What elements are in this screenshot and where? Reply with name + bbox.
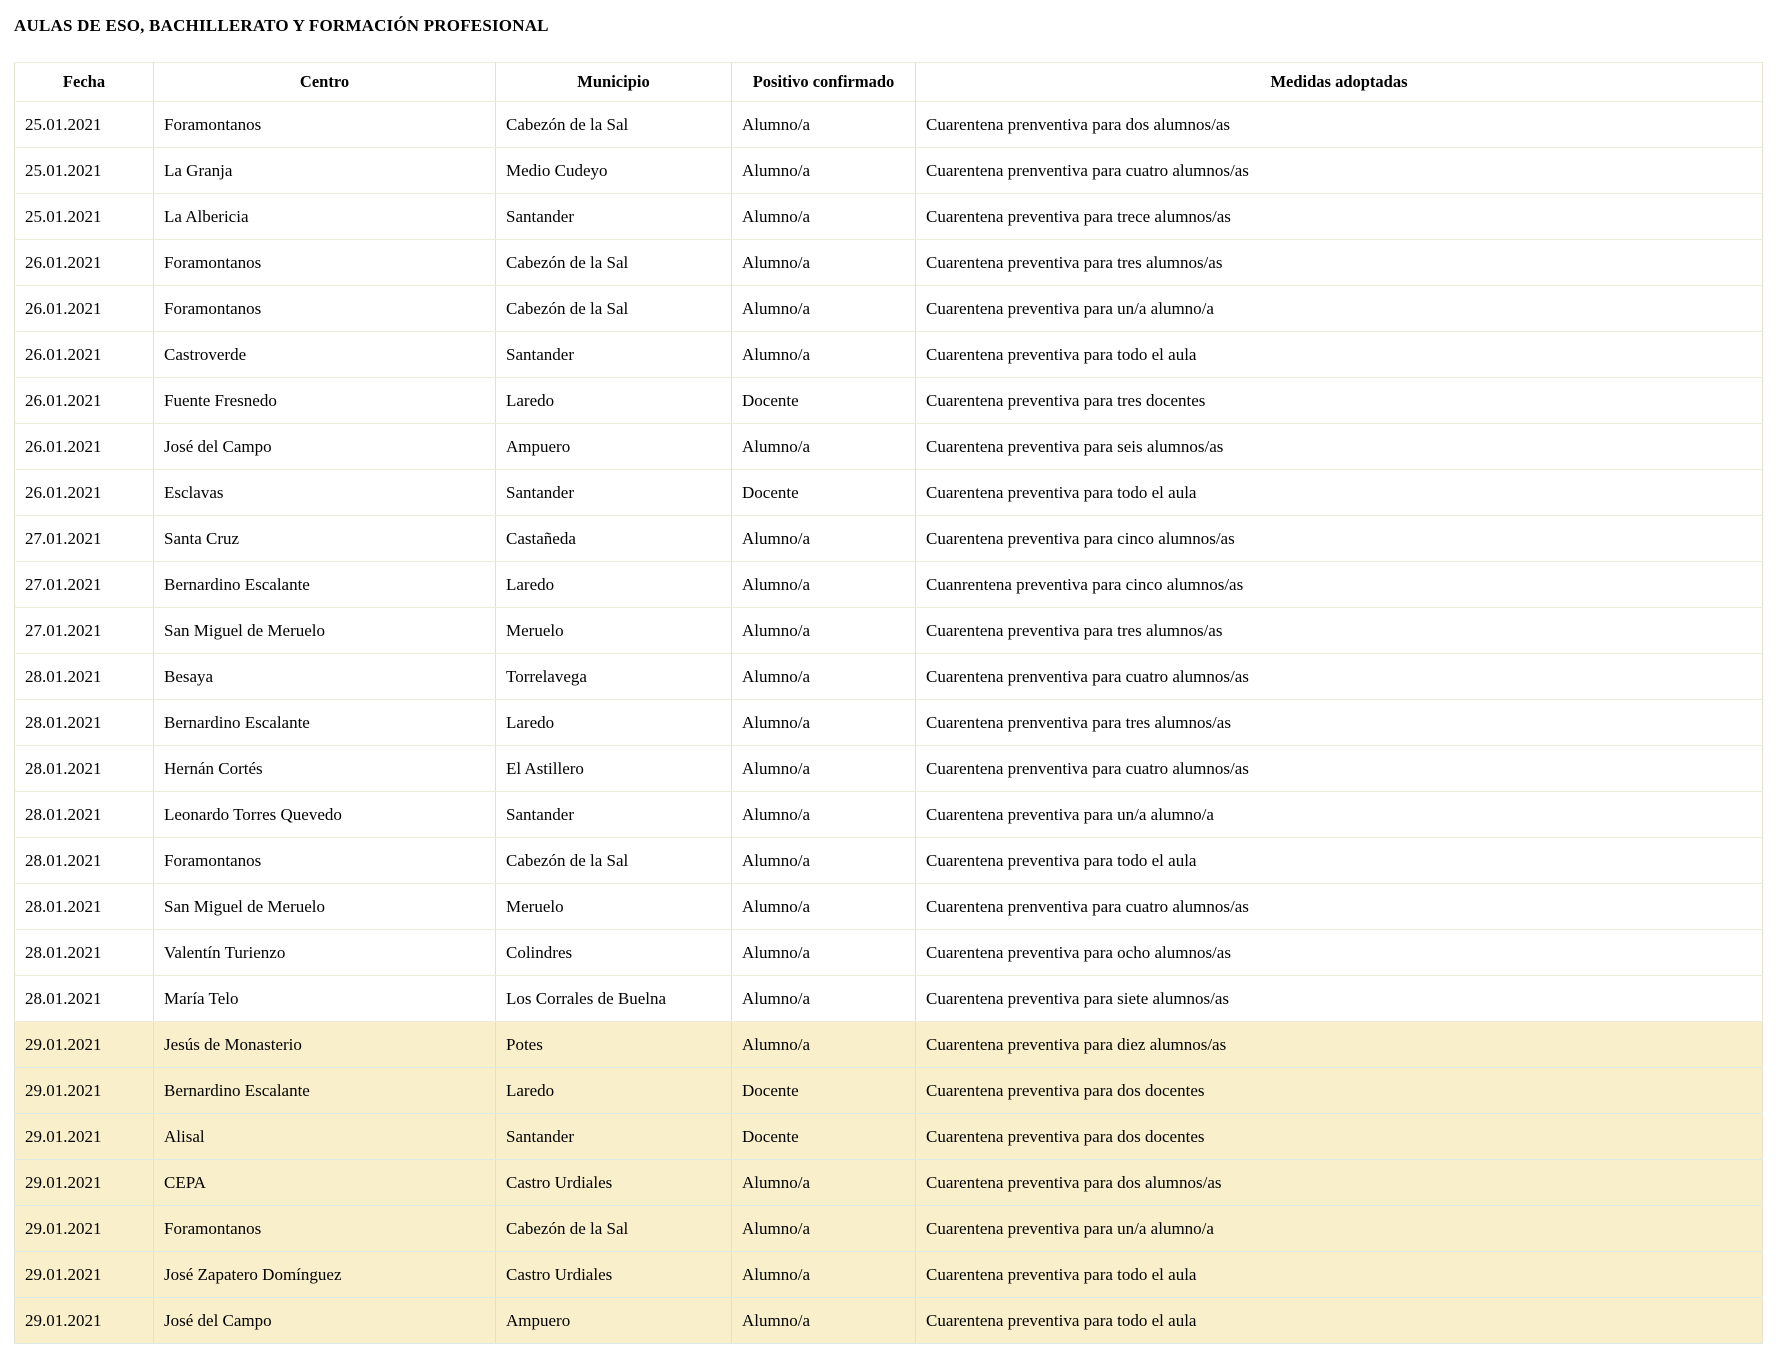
cell-centro: Besaya [154,654,496,700]
cell-medidas-adoptadas: Cuarentena preventiva para todo el aula [916,838,1763,884]
table-row [15,746,1763,792]
cell-medidas-adoptadas: Cuarentena preventiva para todo el aula [916,332,1763,378]
cell-positivo-confirmado: Alumno/a [732,1022,916,1068]
cell-municipio: Medio Cudeyo [496,148,732,194]
cell-centro: San Miguel de Meruelo [154,884,496,930]
cell-centro: Leonardo Torres Quevedo [154,792,496,838]
cell-medidas-adoptadas: Cuarentena prenventiva para dos alumnos/as [916,102,1763,148]
cell-fecha: 26.01.2021 [15,240,154,286]
cell-centro: Hernán Cortés [154,746,496,792]
column-header-municipio: Municipio [496,63,732,102]
cell-positivo-confirmado: Alumno/a [732,1298,916,1344]
table-row [15,424,1763,470]
cell-municipio: Cabezón de la Sal [496,102,732,148]
cell-medidas-adoptadas: Cuarentena preventiva para dos alumnos/as [916,1160,1763,1206]
cell-fecha: 26.01.2021 [15,470,154,516]
header-row [15,63,1763,102]
cell-centro: Foramontanos [154,240,496,286]
table-row [15,1252,1763,1298]
cell-centro: Valentín Turienzo [154,930,496,976]
cell-fecha: 26.01.2021 [15,286,154,332]
table-row [15,562,1763,608]
cell-positivo-confirmado: Docente [732,378,916,424]
table-row [15,194,1763,240]
cell-medidas-adoptadas: Cuarentena preventiva para tres alumnos/as [916,608,1763,654]
cell-medidas-adoptadas: Cuarentena preventiva para todo el aula [916,470,1763,516]
cell-medidas-adoptadas: Cuarentena preventiva para todo el aula [916,1252,1763,1298]
column-header-positivo-confirmado: Positivo confirmado [732,63,916,102]
cell-medidas-adoptadas: Cuarentena preventiva para dos docentes [916,1114,1763,1160]
cell-medidas-adoptadas: Cuarentena preventiva para seis alumnos/as [916,424,1763,470]
table-row [15,976,1763,1022]
cell-fecha: 28.01.2021 [15,976,154,1022]
table-body [15,102,1763,1344]
cell-municipio: Ampuero [496,424,732,470]
column-header-medidas-adoptadas: Medidas adoptadas [916,63,1763,102]
cell-positivo-confirmado: Alumno/a [732,1160,916,1206]
cell-fecha: 25.01.2021 [15,102,154,148]
cell-positivo-confirmado: Alumno/a [732,700,916,746]
cell-centro: Bernardino Escalante [154,1068,496,1114]
cell-fecha: 29.01.2021 [15,1206,154,1252]
cell-medidas-adoptadas: Cuarentena preventiva para un/a alumno/a [916,286,1763,332]
quarantine-table [14,62,1763,1344]
table-row [15,1206,1763,1252]
table-row [15,102,1763,148]
cell-fecha: 27.01.2021 [15,608,154,654]
cell-municipio: Colindres [496,930,732,976]
cell-municipio: Castro Urdiales [496,1160,732,1206]
cell-centro: Foramontanos [154,838,496,884]
cell-positivo-confirmado: Alumno/a [732,1252,916,1298]
cell-municipio: Los Corrales de Buelna [496,976,732,1022]
table-row [15,516,1763,562]
cell-municipio: Laredo [496,562,732,608]
cell-positivo-confirmado: Alumno/a [732,562,916,608]
cell-medidas-adoptadas: Cuarentena preventiva para diez alumnos/as [916,1022,1763,1068]
cell-centro: Bernardino Escalante [154,700,496,746]
cell-centro: Castroverde [154,332,496,378]
cell-positivo-confirmado: Alumno/a [732,516,916,562]
cell-positivo-confirmado: Alumno/a [732,424,916,470]
cell-medidas-adoptadas: Cuarentena preventiva para tres alumnos/as [916,240,1763,286]
cell-centro: Alisal [154,1114,496,1160]
cell-municipio: Castro Urdiales [496,1252,732,1298]
table-row [15,332,1763,378]
cell-positivo-confirmado: Docente [732,470,916,516]
table-row [15,930,1763,976]
table-row [15,838,1763,884]
cell-municipio: El Astillero [496,746,732,792]
cell-positivo-confirmado: Alumno/a [732,976,916,1022]
cell-centro: Fuente Fresnedo [154,378,496,424]
cell-positivo-confirmado: Alumno/a [732,746,916,792]
cell-positivo-confirmado: Alumno/a [732,654,916,700]
cell-fecha: 28.01.2021 [15,654,154,700]
cell-fecha: 29.01.2021 [15,1068,154,1114]
table-row [15,608,1763,654]
cell-fecha: 29.01.2021 [15,1298,154,1344]
cell-municipio: Cabezón de la Sal [496,1206,732,1252]
cell-centro: Foramontanos [154,286,496,332]
table-row [15,654,1763,700]
cell-municipio: Cabezón de la Sal [496,240,732,286]
table-row [15,240,1763,286]
cell-municipio: Santander [496,470,732,516]
table-row [15,792,1763,838]
cell-municipio: Castañeda [496,516,732,562]
cell-centro: Bernardino Escalante [154,562,496,608]
cell-medidas-adoptadas: Cuarentena prenventiva para cuatro alumnos/as [916,654,1763,700]
cell-positivo-confirmado: Alumno/a [732,332,916,378]
cell-medidas-adoptadas: Cuarentena preventiva para cinco alumnos/as [916,516,1763,562]
cell-centro: CEPA [154,1160,496,1206]
cell-positivo-confirmado: Alumno/a [732,838,916,884]
cell-centro: José del Campo [154,424,496,470]
cell-fecha: 27.01.2021 [15,562,154,608]
table-row [15,1022,1763,1068]
cell-positivo-confirmado: Alumno/a [732,240,916,286]
cell-centro: José Zapatero Domínguez [154,1252,496,1298]
cell-municipio: Potes [496,1022,732,1068]
cell-medidas-adoptadas: Cuarentena preventiva para todo el aula [916,1298,1763,1344]
cell-centro: José del Campo [154,1298,496,1344]
cell-centro: Jesús de Monasterio [154,1022,496,1068]
cell-fecha: 28.01.2021 [15,746,154,792]
cell-medidas-adoptadas: Cuarentena preventiva para ocho alumnos/as [916,930,1763,976]
cell-fecha: 26.01.2021 [15,332,154,378]
cell-municipio: Ampuero [496,1298,732,1344]
cell-fecha: 28.01.2021 [15,700,154,746]
cell-fecha: 26.01.2021 [15,424,154,470]
cell-centro: Santa Cruz [154,516,496,562]
cell-positivo-confirmado: Alumno/a [732,148,916,194]
cell-medidas-adoptadas: Cuarentena prenventiva para tres alumnos/as [916,700,1763,746]
cell-centro: La Albericia [154,194,496,240]
cell-positivo-confirmado: Alumno/a [732,102,916,148]
cell-medidas-adoptadas: Cuarentena prenventiva para cuatro alumnos/as [916,746,1763,792]
cell-medidas-adoptadas: Cuarentena preventiva para siete alumnos/as [916,976,1763,1022]
cell-fecha: 28.01.2021 [15,792,154,838]
table-row [15,470,1763,516]
cell-fecha: 26.01.2021 [15,378,154,424]
cell-fecha: 29.01.2021 [15,1160,154,1206]
cell-medidas-adoptadas: Cuarentena prenventiva para cuatro alumnos/as [916,148,1763,194]
cell-municipio: Cabezón de la Sal [496,286,732,332]
cell-centro: Foramontanos [154,102,496,148]
cell-municipio: Laredo [496,700,732,746]
cell-positivo-confirmado: Alumno/a [732,884,916,930]
cell-positivo-confirmado: Alumno/a [732,608,916,654]
cell-centro: Foramontanos [154,1206,496,1252]
cell-municipio: Meruelo [496,608,732,654]
page-title: AULAS DE ESO, BACHILLERATO Y FORMACIÓN PROFESIONAL [14,16,549,35]
cell-centro: La Granja [154,148,496,194]
table-row [15,1160,1763,1206]
cell-medidas-adoptadas: Cuarentena preventiva para un/a alumno/a [916,1206,1763,1252]
cell-fecha: 29.01.2021 [15,1114,154,1160]
cell-positivo-confirmado: Docente [732,1114,916,1160]
table-row [15,1298,1763,1344]
cell-medidas-adoptadas: Cuarentena preventiva para trece alumnos/as [916,194,1763,240]
cell-positivo-confirmado: Docente [732,1068,916,1114]
table-row [15,884,1763,930]
cell-municipio: Torrelavega [496,654,732,700]
cell-municipio: Santander [496,1114,732,1160]
cell-medidas-adoptadas: Cuanrentena preventiva para cinco alumnos/as [916,562,1763,608]
cell-positivo-confirmado: Alumno/a [732,286,916,332]
cell-fecha: 28.01.2021 [15,838,154,884]
cell-municipio: Cabezón de la Sal [496,838,732,884]
cell-municipio: Laredo [496,378,732,424]
cell-positivo-confirmado: Alumno/a [732,930,916,976]
table-row [15,378,1763,424]
cell-centro: Esclavas [154,470,496,516]
cell-medidas-adoptadas: Cuarentena preventiva para tres docentes [916,378,1763,424]
table-row [15,1068,1763,1114]
cell-medidas-adoptadas: Cuarentena preventiva para dos docentes [916,1068,1763,1114]
column-header-centro: Centro [154,63,496,102]
cell-municipio: Santander [496,792,732,838]
table-row [15,148,1763,194]
cell-medidas-adoptadas: Cuarentena prenventiva para cuatro alumnos/as [916,884,1763,930]
cell-fecha: 27.01.2021 [15,516,154,562]
table-row [15,700,1763,746]
cell-fecha: 29.01.2021 [15,1252,154,1298]
cell-centro: San Miguel de Meruelo [154,608,496,654]
cell-municipio: Santander [496,332,732,378]
table-row [15,286,1763,332]
table-header [15,63,1763,102]
cell-fecha: 28.01.2021 [15,884,154,930]
cell-positivo-confirmado: Alumno/a [732,1206,916,1252]
cell-fecha: 25.01.2021 [15,194,154,240]
cell-positivo-confirmado: Alumno/a [732,792,916,838]
cell-medidas-adoptadas: Cuarentena preventiva para un/a alumno/a [916,792,1763,838]
cell-fecha: 29.01.2021 [15,1022,154,1068]
cell-centro: María Telo [154,976,496,1022]
cell-municipio: Meruelo [496,884,732,930]
cell-municipio: Laredo [496,1068,732,1114]
column-header-fecha: Fecha [15,63,154,102]
table-row [15,1114,1763,1160]
cell-municipio: Santander [496,194,732,240]
cell-fecha: 28.01.2021 [15,930,154,976]
cell-fecha: 25.01.2021 [15,148,154,194]
cell-positivo-confirmado: Alumno/a [732,194,916,240]
